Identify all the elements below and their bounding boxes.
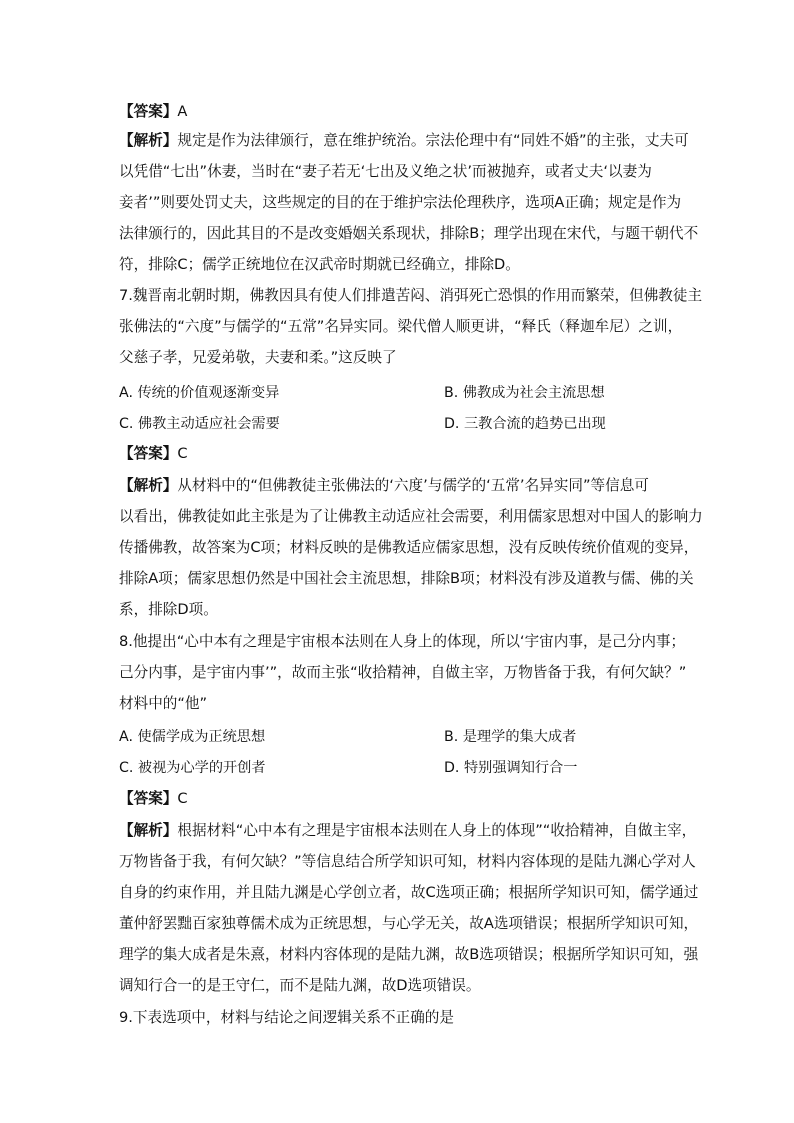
q7-option-c: C. 佛教主动适应社会需要 — [119, 416, 280, 432]
q8-analysis-line-1: 【解析】根据材料“心中本有之理是宇宙根本法则在人身上的体现”“收拾精神，自做主宰， — [119, 822, 697, 839]
q7-option-d: D. 三教合流的趋势已出现 — [444, 416, 606, 432]
q6-analysis-line-5: 符，排除C；儒学正统地位在汉武帝时期就已经确立，排除D。 — [119, 256, 520, 273]
q8-answer-line — [119, 789, 188, 809]
q8-option-b: B. 是理学的集大成者 — [444, 729, 577, 745]
answer-value: C — [177, 445, 188, 462]
q8-analysis-line-6: 调知行合一的是王守仁，而不是陆九渊，故D选项错误。 — [119, 977, 481, 994]
analysis-label: 【解析】 — [119, 477, 178, 494]
q7-option-b: B. 佛教成为社会主流思想 — [444, 385, 605, 401]
analysis-label: 【解析】 — [119, 822, 178, 839]
answer-value: A — [177, 103, 188, 120]
q6-analysis-line-1: 【解析】规定是作为法律颁行，意在维护统治。宗法伦理中有“同姓不婚”的主张，丈夫可 — [119, 132, 689, 149]
q8-stem-line-1: 8.他提出“心中本有之理是宇宙根本法则在人身上的体现，所以‘宇宙内事，是己分内事； — [119, 633, 686, 650]
q6-analysis-line-4: 法律颁行的，因此其目的不是改变婚姻关系现状，排除B；理学出现在宋代，与题干朝代不 — [119, 225, 699, 242]
q7-analysis-line-1: 【解析】从材料中的“但佛教徒主张佛法的‘六度’与儒学的‘五常’名异实同”等信息可 — [119, 477, 649, 494]
q9-stem-line-1: 9.下表选项中，材料与结论之间逻辑关系不正确的是 — [119, 1009, 454, 1026]
q7-stem-line-1: 7.魏晋南北朝时期，佛教因具有使人们排遣苦闷、消弭死亡恐惧的作用而繁荣，但佛教徒主 — [119, 287, 703, 304]
q7-analysis-line-5: 系，排除D项。 — [119, 601, 218, 618]
q7-analysis-line-4: 排除A项；儒家思想仍然是中国社会主流思想，排除B项；材料没有涉及道教与儒、佛的关 — [119, 570, 694, 587]
q8-analysis-line-5: 理学的集大成者是朱熹，材料内容体现的是陆九渊，故B选项错误；根据所学知识可知，强 — [119, 946, 699, 963]
q6-analysis-line-3: 妾者’”则要处罚丈夫，这些规定的目的在于维护宗法伦理秩序，选项A正确；规定是作为 — [119, 194, 682, 211]
answer-label: 【答案】 — [119, 445, 178, 462]
q7-analysis-line-3: 传播佛教，故答案为C项；材料反映的是佛教适应儒家思想，没有反映传统价值观的变异， — [119, 539, 699, 556]
q8-stem-line-3: 材料中的“他” — [119, 695, 208, 712]
q8-option-a: A. 使儒学成为正统思想 — [119, 729, 266, 745]
q7-option-a: A. 传统的价值观逐渐变异 — [119, 385, 280, 401]
analysis-label: 【解析】 — [119, 132, 178, 149]
q8-stem-line-2: 己分内事，是宇宙内事’”，故而主张“收拾精神，自做主宰，万物皆备于我，有何欠缺？” — [119, 664, 687, 681]
q7-stem-line-2: 张佛法的“六度”与儒学的“五常”名异实同。梁代僧人顺更讲，“释氏（释迦牟尼）之训， — [119, 318, 683, 335]
q8-analysis-line-3: 自身的约束作用，并且陆九渊是心学创立者，故C选项正确；根据所学知识可知，儒学通过 — [119, 884, 699, 901]
q7-stem-line-3: 父慈子孝，兄爱弟敬，夫妻和柔。”这反映了 — [119, 349, 397, 366]
q6-analysis-line-2: 以凭借“七出”休妻，当时在“妻子若无‘七出及义绝之状’而被抛弃，或者丈夫‘以妻为 — [119, 163, 652, 180]
q7-answer-line — [119, 444, 188, 464]
q8-option-c: C. 被视为心学的开创者 — [119, 760, 266, 776]
answer-value: C — [177, 790, 188, 807]
answer-label: 【答案】 — [119, 790, 178, 807]
q6-answer-line — [119, 102, 187, 122]
q8-analysis-line-4: 董仲舒罢黜百家独尊儒术成为正统思想，与心学无关，故A选项错误；根据所学知识可知， — [119, 915, 699, 932]
q8-analysis-line-2: 万物皆备于我，有何欠缺？”等信息结合所学知识可知，材料内容体现的是陆九渊心学对人 — [119, 853, 696, 870]
q7-analysis-line-2: 以看出，佛教徒如此主张是为了让佛教主动适应社会需要，利用儒家思想对中国人的影响力 — [119, 508, 703, 525]
answer-label: 【答案】 — [119, 103, 178, 120]
q8-option-d: D. 特别强调知行合一 — [444, 760, 578, 776]
